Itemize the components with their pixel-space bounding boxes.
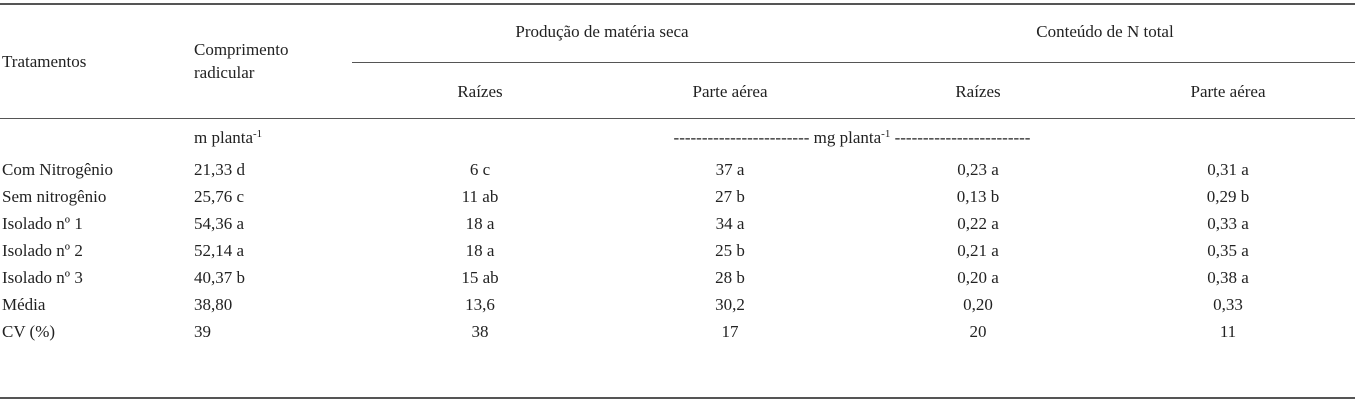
- table-cell: 54,36 a: [194, 214, 245, 233]
- table-cell: 0,38 a: [1207, 268, 1249, 287]
- table-cell: 20: [969, 322, 987, 341]
- table-cell: 27 b: [715, 187, 745, 206]
- group-header-rule: [352, 62, 1355, 63]
- table-cell: 25,76 c: [194, 187, 245, 206]
- table-cell: 0,20 a: [957, 268, 999, 287]
- table-cell: 25 b: [715, 241, 745, 260]
- row-label: CV (%): [2, 322, 56, 341]
- header-dry-roots: Raízes: [457, 82, 503, 101]
- table-cell: 0,35 a: [1207, 241, 1249, 260]
- table-cell: 0,23 a: [957, 160, 999, 179]
- table-bottom-rule: [0, 397, 1355, 399]
- row-label: Sem nitrogênio: [2, 187, 107, 206]
- unit-root-length-exp: -1: [253, 128, 263, 140]
- table-cell: 40,37 b: [194, 268, 245, 287]
- table-cell: 0,20: [963, 295, 993, 314]
- table-cell: 11 ab: [461, 187, 499, 206]
- unit-mass: [452, 128, 1252, 148]
- table-cell: 0,21 a: [957, 241, 999, 260]
- header-root-length-line1: Comprimento: [194, 40, 289, 59]
- table-cell: 13,6: [465, 295, 495, 314]
- row-label: Média: [2, 295, 46, 314]
- table-top-rule: [0, 3, 1355, 5]
- table-cell: 52,14 a: [194, 241, 245, 260]
- table-cell: 0,13 b: [956, 187, 1000, 206]
- table-cell: 37 a: [715, 160, 745, 179]
- table-cell: 11: [1219, 322, 1237, 341]
- header-treatments: Tratamentos: [2, 52, 87, 71]
- table-cell: 30,2: [715, 295, 745, 314]
- unit-root-length-base: m planta: [194, 128, 254, 147]
- unit-mass-exp: -1: [881, 128, 891, 140]
- table-cell: 0,33: [1213, 295, 1243, 314]
- header-dry-shoot: Parte aérea: [692, 82, 768, 101]
- unit-root-length: [194, 128, 262, 148]
- unit-mass-right-dashes: ------------------------: [890, 128, 1031, 147]
- table-cell: 39: [194, 322, 211, 341]
- table-cell: 0,29 b: [1206, 187, 1250, 206]
- header-n-shoot: Parte aérea: [1190, 82, 1266, 101]
- header-bottom-rule: [0, 118, 1355, 119]
- table-cell: 21,33 d: [194, 160, 245, 179]
- header-n-roots: Raízes: [955, 82, 1001, 101]
- header-n-content-group: Conteúdo de N total: [1036, 22, 1174, 41]
- unit-mass-left-dashes: ------------------------: [673, 128, 814, 147]
- row-label: Isolado nº 2: [2, 241, 83, 260]
- table-cell: 0,22 a: [957, 214, 999, 233]
- header-dry-matter-group: Produção de matéria seca: [515, 22, 689, 41]
- table-cell: 28 b: [715, 268, 745, 287]
- table-cell: 15 ab: [461, 268, 499, 287]
- header-root-length-line2: radicular: [194, 63, 255, 82]
- table-cell: 0,31 a: [1207, 160, 1249, 179]
- unit-mass-base: mg planta: [813, 128, 882, 147]
- table-cell: 38,80: [194, 295, 233, 314]
- table-cell: 38: [471, 322, 489, 341]
- row-label: Com Nitrogênio: [2, 160, 113, 179]
- table-cell: 6 c: [469, 160, 491, 179]
- table-cell: 0,33 a: [1207, 214, 1249, 233]
- row-label: Isolado nº 3: [2, 268, 83, 287]
- row-label: Isolado nº 1: [2, 214, 83, 233]
- table-cell: 34 a: [715, 214, 745, 233]
- table-cell: 18 a: [465, 241, 495, 260]
- table-cell: 18 a: [465, 214, 495, 233]
- table-cell: 17: [721, 322, 739, 341]
